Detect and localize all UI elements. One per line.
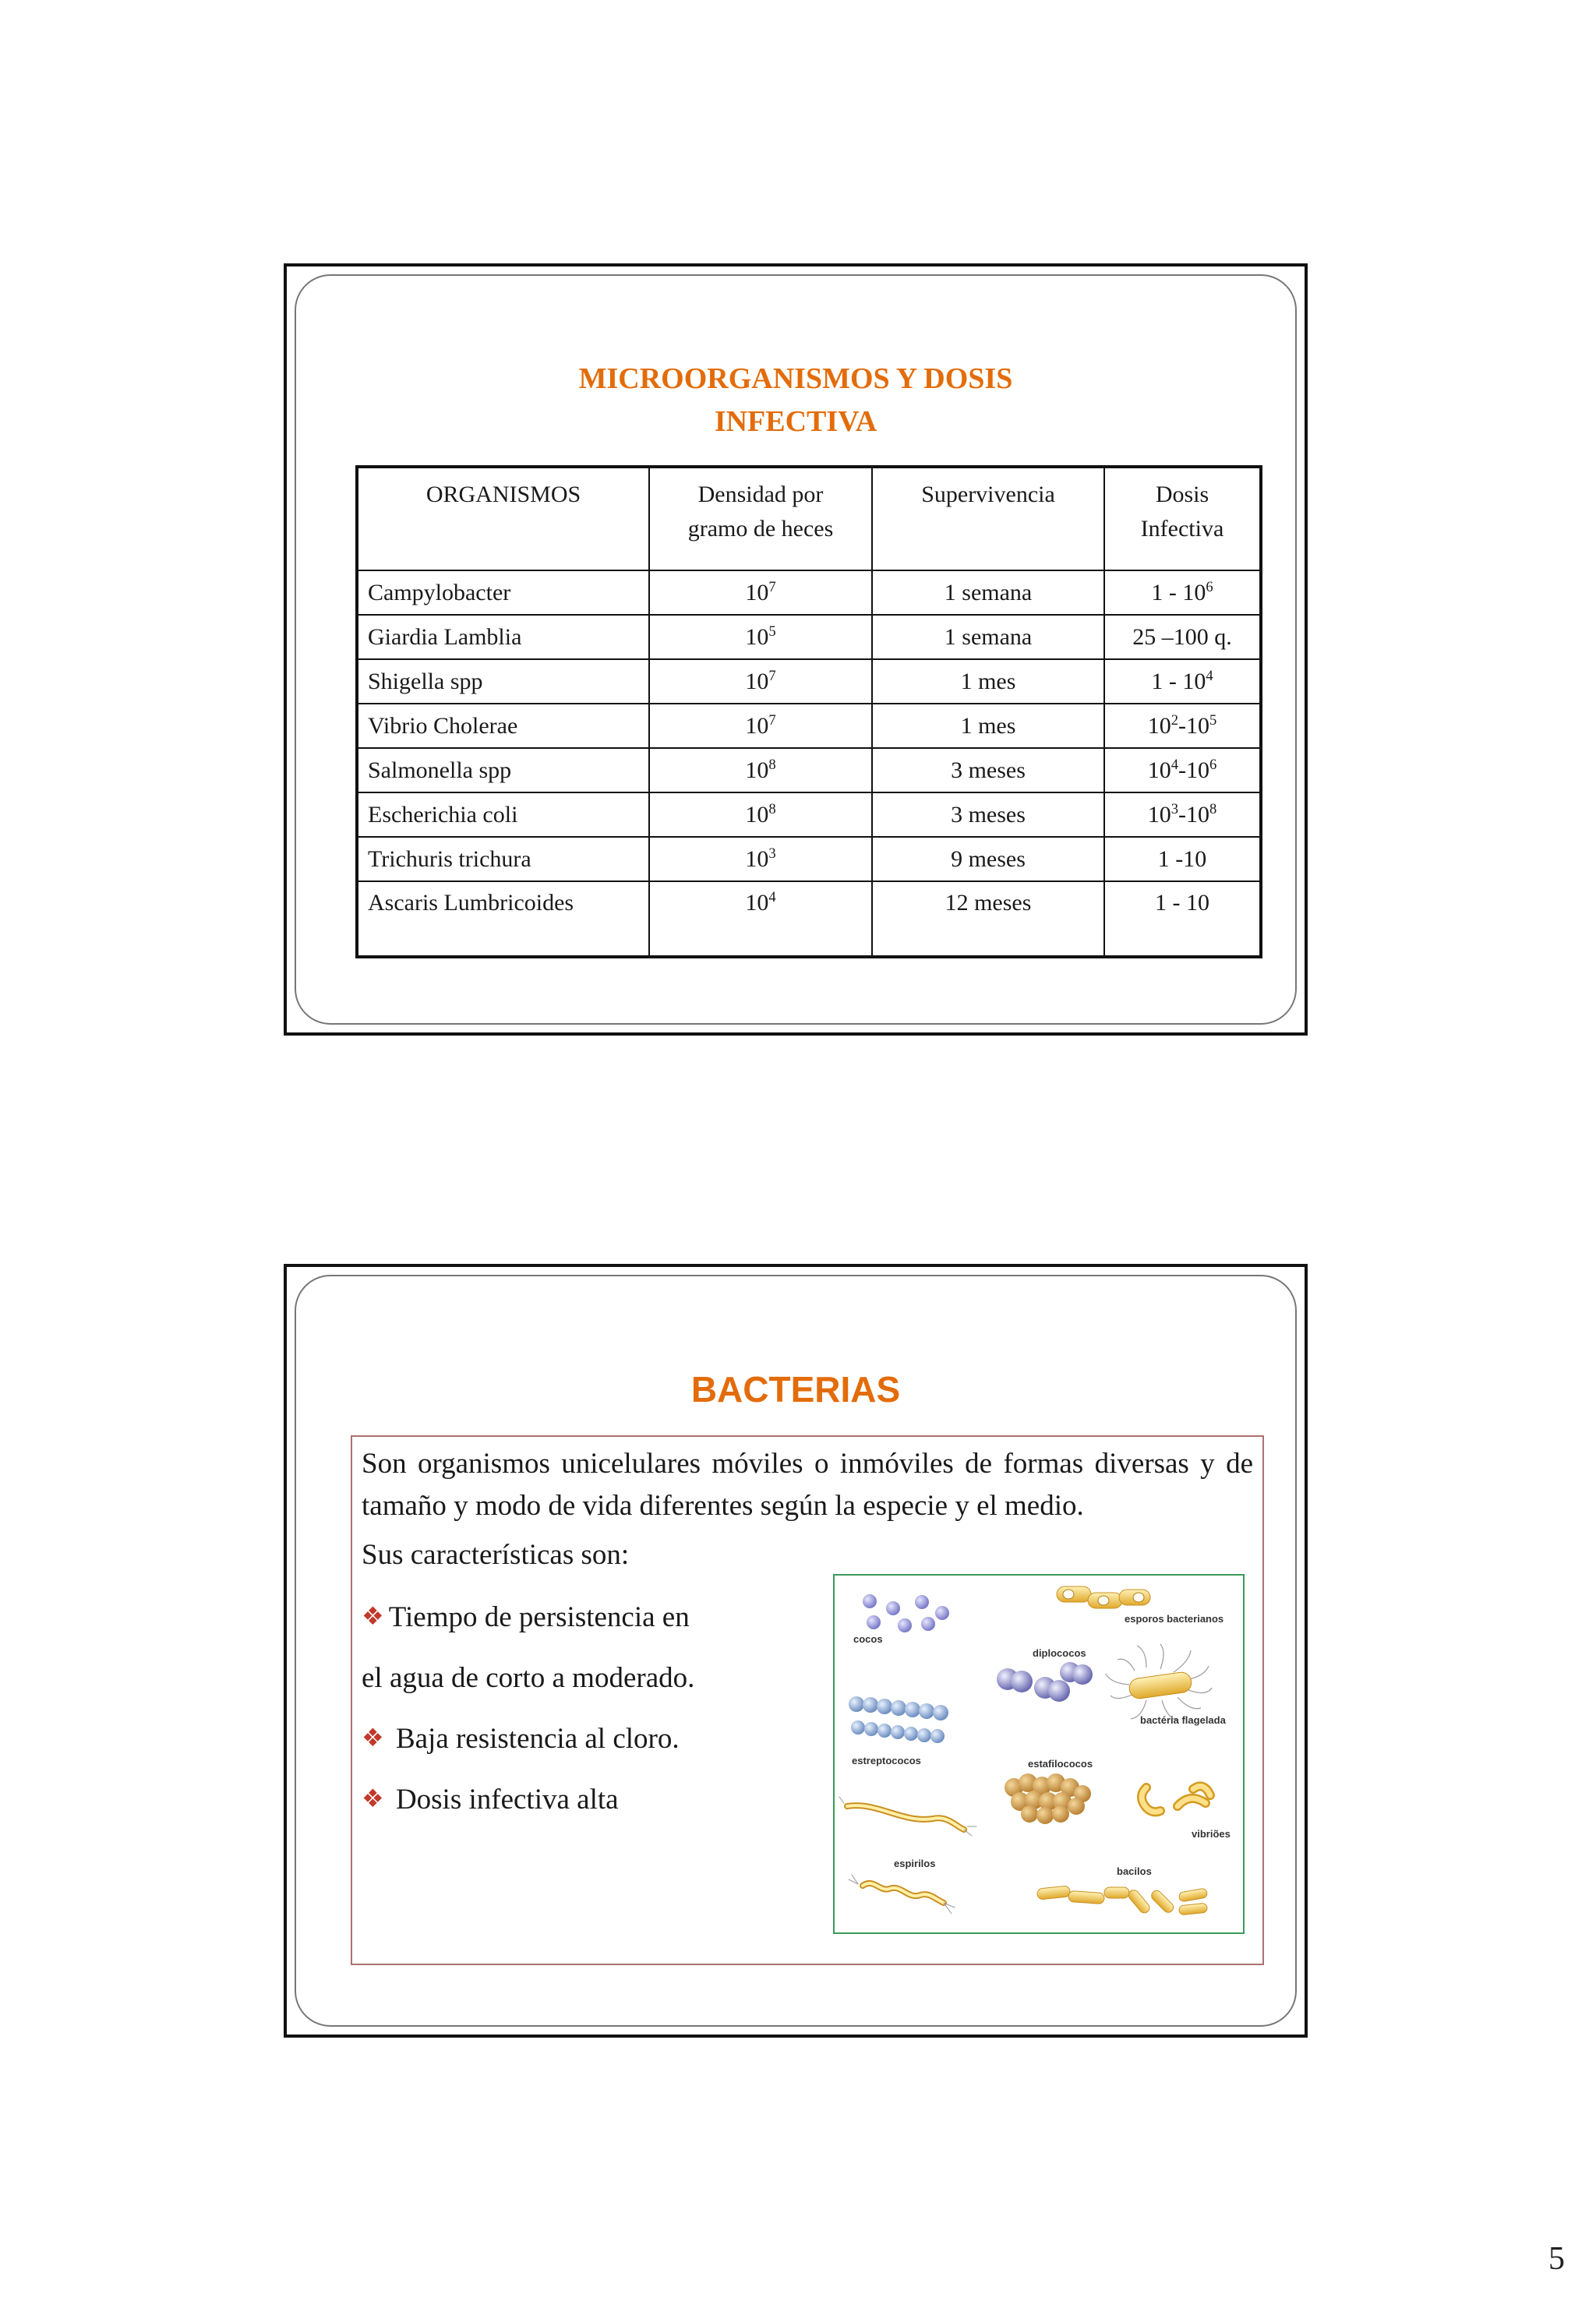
- vibrioes-group: [1142, 1786, 1210, 1812]
- dosis-exponent: 6: [1206, 578, 1213, 595]
- dosis-text: 10: [1147, 801, 1171, 828]
- caracteristicas-heading: Sus características son:: [362, 1539, 630, 1571]
- cell-organismo: Vibrio Cholerae: [357, 704, 649, 748]
- dosis-text: 1 - 10: [1151, 579, 1206, 605]
- table-header-row: [357, 467, 1261, 570]
- header-densidad-line1: Densidad por: [697, 482, 824, 507]
- header-dosis: [1104, 467, 1261, 570]
- dosis-text: 10: [1147, 712, 1171, 739]
- diamond-bullet-icon: ❖: [362, 1724, 384, 1752]
- slide-microorganismos: [284, 263, 1308, 1036]
- bacteria-drawing: [835, 1576, 1243, 1932]
- flagelada-body: [1128, 1671, 1193, 1700]
- densidad-exponent: 4: [768, 889, 776, 905]
- label-espirilos: espirilos: [894, 1858, 936, 1869]
- slide-title: [296, 358, 1295, 443]
- densidad-exponent: 5: [768, 623, 776, 640]
- densidad-base: 10: [745, 712, 769, 739]
- title-line-2: INFECTIVA: [714, 405, 877, 438]
- label-esporos: esporos bacterianos: [1125, 1613, 1224, 1625]
- cell-supervivencia: 1 mes: [872, 659, 1104, 704]
- espirilos-group: [839, 1797, 976, 1914]
- dosis-text: -10: [1178, 712, 1209, 739]
- cell-densidad: [649, 837, 872, 881]
- label-vibrioes: vibriões: [1192, 1828, 1231, 1840]
- cell-dosis: [1104, 792, 1261, 837]
- slide-title: BACTERIAS: [690, 1369, 901, 1410]
- table-row: [357, 881, 1261, 957]
- label-diplococos: diplococos: [1033, 1647, 1086, 1659]
- cell-organismo: Trichuris trichura: [357, 837, 649, 881]
- estafilococos-group: [1005, 1773, 1091, 1824]
- cell-dosis: [1104, 570, 1261, 615]
- dosis-exponent: 5: [1209, 711, 1217, 729]
- bullet-item: [362, 1722, 680, 1756]
- densidad-exponent: 8: [768, 800, 776, 817]
- dosis-exponent: 4: [1171, 756, 1178, 773]
- dosis-text: 1 - 10: [1155, 890, 1209, 916]
- bullet-continuation: el agua de corto a moderado.: [362, 1662, 695, 1694]
- densidad-base: 10: [745, 801, 769, 828]
- densidad-exponent: 3: [768, 845, 776, 862]
- bacilos-group: [1036, 1886, 1207, 1915]
- title-line-1: MICROORGANISMOS Y DOSIS: [578, 362, 1013, 395]
- header-dosis-line1: Dosis: [1155, 482, 1209, 507]
- cell-densidad: [649, 570, 872, 615]
- dosis-text: -10: [1178, 801, 1209, 828]
- dosis-text: 10: [1147, 757, 1171, 783]
- cell-densidad: [649, 748, 872, 792]
- dosis-text: 1 - 10: [1151, 668, 1206, 694]
- cell-organismo: Giardia Lamblia: [357, 615, 649, 659]
- table-row: [357, 659, 1261, 704]
- cell-dosis: [1104, 615, 1261, 659]
- table-row: [357, 615, 1261, 659]
- table-row: [357, 748, 1261, 792]
- diamond-bullet-icon: ❖: [362, 1602, 384, 1630]
- cell-organismo: Escherichia coli: [357, 792, 649, 837]
- cell-supervivencia: 1 semana: [872, 570, 1104, 615]
- slide-bacterias: [284, 1264, 1308, 2038]
- densidad-base: 10: [745, 668, 769, 694]
- label-bacilos: bacilos: [1117, 1865, 1152, 1877]
- label-flagelada: bactéria flagelada: [1140, 1714, 1226, 1726]
- header-supervivencia: Supervivencia: [872, 467, 1104, 570]
- slide-inner-frame: [295, 1275, 1297, 2027]
- cell-supervivencia: 3 meses: [872, 792, 1104, 837]
- content-box: [351, 1435, 1264, 1965]
- cell-supervivencia: 9 meses: [872, 837, 1104, 881]
- slide-inner-frame: [295, 274, 1297, 1025]
- label-estreptococos: estreptococos: [852, 1755, 921, 1766]
- dosis-text: -10: [1178, 757, 1209, 783]
- densidad-base: 10: [745, 890, 769, 916]
- cell-dosis: [1104, 837, 1261, 881]
- table-row: [357, 837, 1261, 881]
- cell-supervivencia: 12 meses: [872, 881, 1104, 957]
- dosis-exponent: 8: [1209, 800, 1217, 817]
- bullet-text: Baja resistencia al cloro.: [395, 1723, 680, 1755]
- page-number: 5: [1548, 2241, 1565, 2277]
- cell-organismo: Shigella spp: [357, 659, 649, 704]
- bullet-text: Tiempo de persistencia en: [388, 1601, 690, 1633]
- header-dosis-line2: Infectiva: [1140, 516, 1224, 542]
- bullet-text: Dosis infectiva alta: [395, 1784, 619, 1816]
- dose-table: [355, 465, 1262, 958]
- table-row: [357, 570, 1261, 615]
- bacteria-shapes-illustration: [833, 1574, 1245, 1934]
- diplococos-group: [997, 1662, 1093, 1702]
- cell-organismo: Salmonella spp: [357, 748, 649, 792]
- bullet-item: [362, 1600, 690, 1634]
- dosis-exponent: 2: [1171, 711, 1178, 729]
- dosis-text: 1 -10: [1157, 845, 1207, 872]
- cell-densidad: [649, 615, 872, 659]
- cell-organismo: Campylobacter: [357, 570, 649, 615]
- cell-densidad: [649, 659, 872, 704]
- intro-paragraph: Son organismos unicelulares móviles o inmóviles de formas diversas y de tamaño y modo de vida diferentes según la especie y el medio.: [362, 1448, 1253, 1522]
- dosis-exponent: 4: [1206, 667, 1213, 684]
- table-body: [357, 570, 1261, 957]
- diamond-bullet-icon: ❖: [362, 1784, 384, 1812]
- densidad-exponent: 7: [768, 578, 776, 595]
- label-cocos: cocos: [853, 1633, 883, 1645]
- densidad-base: 10: [745, 757, 769, 783]
- dosis-exponent: 3: [1171, 800, 1178, 817]
- cell-dosis: [1104, 748, 1261, 792]
- table-row: [357, 792, 1261, 837]
- dosis-exponent: 6: [1209, 756, 1217, 773]
- cell-densidad: [649, 881, 872, 957]
- cell-supervivencia: 3 meses: [872, 748, 1104, 792]
- cell-supervivencia: 1 semana: [872, 615, 1104, 659]
- cell-densidad: [649, 792, 872, 837]
- cell-dosis: [1104, 881, 1261, 957]
- cell-dosis: [1104, 659, 1261, 704]
- header-organismos: ORGANISMOS: [357, 467, 649, 570]
- cell-dosis: [1104, 704, 1261, 748]
- cell-organismo: Ascaris Lumbricoides: [357, 881, 649, 957]
- densidad-exponent: 8: [768, 756, 776, 773]
- header-densidad-line2: gramo de heces: [687, 516, 834, 542]
- densidad-base: 10: [745, 845, 769, 872]
- densidad-exponent: 7: [768, 711, 776, 729]
- label-estafilococos: estafilococos: [1028, 1758, 1093, 1770]
- cell-densidad: [649, 704, 872, 748]
- cell-supervivencia: 1 mes: [872, 704, 1104, 748]
- densidad-exponent: 7: [768, 667, 776, 684]
- densidad-base: 10: [745, 579, 769, 605]
- estreptococos-group: [849, 1696, 948, 1743]
- bullet-item: [362, 1783, 619, 1816]
- cocos-group: [863, 1594, 949, 1632]
- header-densidad: [649, 467, 872, 570]
- dosis-text: 25 –100 q.: [1132, 623, 1232, 650]
- densidad-base: 10: [745, 623, 769, 650]
- esporos-group: [1057, 1586, 1150, 1608]
- table-row: [357, 704, 1261, 748]
